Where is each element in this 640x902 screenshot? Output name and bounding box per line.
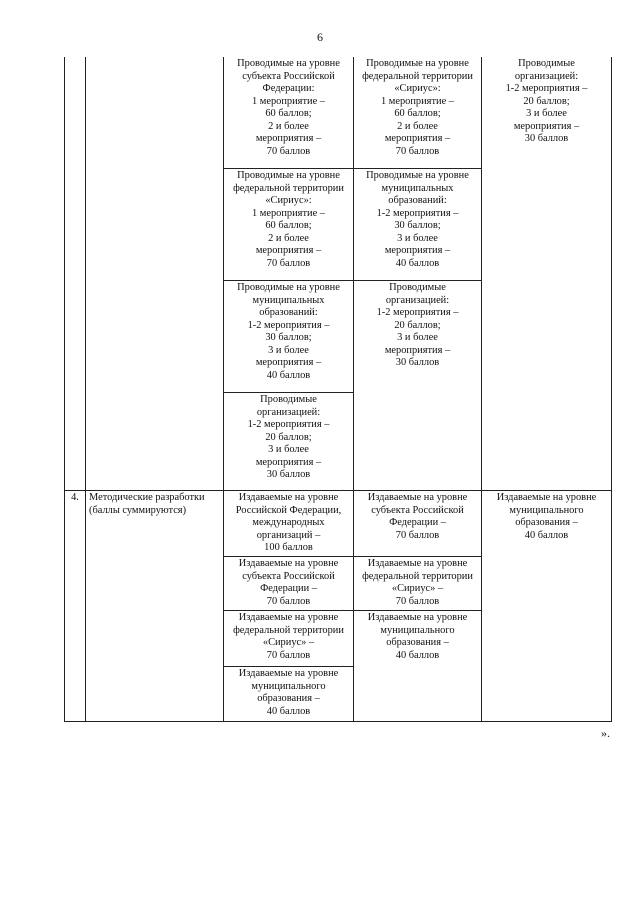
- cell-text-line: 100 баллов: [264, 542, 313, 553]
- cell-text-line: муниципальных: [252, 294, 325, 306]
- cell-text-line: организаций –: [256, 529, 321, 541]
- cell-text-line: образований:: [259, 307, 318, 318]
- cell-text-line: «Сириус»:: [394, 83, 441, 94]
- cell-text-line: Федерации –: [389, 517, 446, 528]
- cell-text-line: 1-2 мероприятия –: [505, 83, 588, 94]
- cell-text-line: федеральной территории: [233, 182, 344, 194]
- cell-text-line: организацией:: [256, 406, 321, 418]
- cell-text-line: Издаваемые на уровне: [367, 492, 468, 503]
- row3-col-b-block: [354, 57, 482, 169]
- cell-text-line: 3 и более: [268, 444, 309, 455]
- cell-text-line: 30 баллов: [266, 469, 311, 480]
- cell-text-line: «Сириус» –: [262, 637, 315, 648]
- cell-text-line: муниципального: [509, 504, 584, 516]
- cell-text-line: мероприятия –: [255, 245, 322, 256]
- cell-text-line: 20 баллов;: [265, 431, 312, 443]
- cell-text-line: Федерации –: [260, 583, 317, 594]
- cell-text-line: образований:: [388, 195, 447, 206]
- row4-col-a-block: [224, 611, 354, 667]
- cell-text-line: федеральной территории: [362, 570, 473, 582]
- cell-text-line: 3 и более: [526, 108, 567, 119]
- cell-text-line: 30 баллов: [524, 133, 569, 144]
- cell-text-line: 70 баллов: [395, 145, 440, 157]
- cell-text-line: 70 баллов: [395, 529, 440, 541]
- cell-text-line: 70 баллов: [395, 595, 440, 607]
- cell-text-line: субъекта Российской: [371, 504, 464, 516]
- cell-text-line: Проводимые на уровне: [237, 170, 340, 181]
- row4-number-cell: [65, 491, 86, 721]
- cell-text-line: 70 баллов: [266, 649, 311, 661]
- cell-text-line: Издаваемые на уровне: [238, 492, 339, 503]
- closing-quote-mark: ».: [601, 726, 610, 740]
- row4-col-c-block: [482, 491, 611, 721]
- row3-col-b-block: [354, 281, 482, 491]
- cell-text-line: 1-2 мероприятия –: [247, 419, 330, 430]
- row4-col-a-block: [224, 491, 354, 557]
- page-number: 6: [317, 30, 323, 44]
- cell-text-line: мероприятия –: [513, 120, 580, 132]
- cell-text-line: муниципального: [380, 624, 455, 636]
- cell-text-line: 3 и более: [397, 332, 438, 343]
- cell-text-line: международных: [252, 517, 325, 528]
- cell-text-line: Проводимые: [389, 282, 446, 293]
- cell-text-line: 1-2 мероприятия –: [376, 207, 459, 219]
- cell-text-line: 30 баллов: [395, 357, 440, 368]
- row4-col-a-block: [224, 557, 354, 611]
- row4-col-b-block: [354, 557, 482, 611]
- cell-text-line: 60 баллов;: [265, 108, 312, 119]
- cell-text-line: 70 баллов: [266, 145, 311, 157]
- cell-text-line: 1-2 мероприятия –: [247, 319, 330, 331]
- cell-text-line: мероприятия –: [384, 245, 451, 256]
- cell-text-line: мероприятия –: [255, 133, 322, 144]
- cell-text-line: образования –: [257, 693, 320, 704]
- cell-text-line: 1 мероприятие –: [252, 95, 325, 107]
- cell-text-line: Издаваемые на уровне: [238, 558, 339, 569]
- cell-text-line: 1 мероприятие –: [381, 95, 454, 107]
- cell-text-line: 2 и более: [397, 120, 438, 132]
- row4-criterion-cell: [86, 491, 224, 721]
- cell-text-line: мероприятия –: [255, 456, 322, 468]
- cell-text-line: 70 баллов: [266, 595, 311, 607]
- cell-text-line: 1-2 мероприятия –: [376, 307, 459, 318]
- cell-text-line: «Сириус» –: [391, 583, 444, 594]
- row3-col-a-block: [224, 169, 354, 281]
- cell-text-line: 60 баллов;: [394, 108, 441, 119]
- cell-text-line: мероприятия –: [384, 133, 451, 144]
- cell-text-line: субъекта Российской: [242, 70, 335, 82]
- row3-col-a-block: [224, 281, 354, 393]
- cell-text-line: Методические разработки: [89, 492, 205, 503]
- cell-text-line: Проводимые: [518, 58, 575, 69]
- row4-col-b-block: [354, 491, 482, 557]
- cell-text-line: Издаваемые на уровне: [238, 612, 339, 623]
- cell-text-line: мероприятия –: [384, 344, 451, 356]
- cell-text-line: субъекта Российской: [242, 570, 335, 582]
- row4-col-b-block: [354, 611, 482, 721]
- criteria-table: [64, 57, 612, 722]
- cell-text-line: 3 и более: [397, 232, 438, 244]
- cell-text-line: федеральной территории: [233, 624, 344, 636]
- cell-text-line: Издаваемые на уровне: [496, 492, 597, 503]
- row3-col-a-block: [224, 393, 354, 491]
- row3-criterion-cell: [86, 57, 224, 491]
- cell-text-line: Издаваемые на уровне: [238, 668, 339, 679]
- cell-text-line: Российской Федерации,: [235, 504, 342, 516]
- cell-text-line: 60 баллов;: [265, 220, 312, 231]
- cell-text-line: 40 баллов: [266, 705, 311, 717]
- cell-text-line: Издаваемые на уровне: [367, 612, 468, 623]
- cell-text-line: 70 баллов: [266, 257, 311, 269]
- cell-text-line: организацией:: [514, 70, 579, 82]
- cell-text-line: мероприятия –: [255, 357, 322, 368]
- cell-text-line: Проводимые: [260, 394, 317, 405]
- row3-col-c-block: [482, 57, 611, 491]
- row3-col-b-block: [354, 169, 482, 281]
- cell-text-line: 2 и более: [268, 232, 309, 244]
- cell-text-line: «Сириус»:: [265, 195, 312, 206]
- cell-text-line: 3 и более: [268, 344, 309, 356]
- cell-text-line: 40 баллов: [395, 257, 440, 269]
- cell-text-line: образования –: [386, 637, 449, 648]
- cell-text-line: Проводимые на уровне: [366, 58, 469, 69]
- cell-text-line: 20 баллов;: [394, 319, 441, 331]
- cell-text-line: Проводимые на уровне: [366, 170, 469, 181]
- cell-text-line: 20 баллов;: [523, 95, 570, 107]
- row4-number: 4.: [71, 492, 79, 503]
- cell-text-line: образования –: [515, 517, 578, 528]
- cell-text-line: Проводимые на уровне: [237, 58, 340, 69]
- cell-text-line: 1 мероприятие –: [252, 207, 325, 219]
- cell-text-line: муниципального: [251, 680, 326, 692]
- row3-number-cell: [65, 57, 86, 491]
- cell-text-line: (баллы суммируются): [89, 504, 187, 516]
- cell-text-line: федеральной территории: [362, 70, 473, 82]
- cell-text-line: организацией:: [385, 294, 450, 306]
- cell-text-line: 40 баллов: [524, 529, 569, 541]
- row3-col-a-block: [224, 57, 354, 169]
- cell-text-line: Издаваемые на уровне: [367, 558, 468, 569]
- cell-text-line: 40 баллов: [395, 649, 440, 661]
- cell-text-line: 40 баллов: [266, 369, 311, 381]
- cell-text-line: муниципальных: [381, 182, 454, 194]
- cell-text-line: 30 баллов;: [265, 332, 312, 343]
- cell-text-line: Проводимые на уровне: [237, 282, 340, 293]
- cell-text-line: 2 и более: [268, 120, 309, 132]
- row4-col-a-block: [224, 667, 354, 721]
- cell-text-line: Федерации:: [262, 83, 315, 94]
- cell-text-line: 30 баллов;: [394, 220, 441, 231]
